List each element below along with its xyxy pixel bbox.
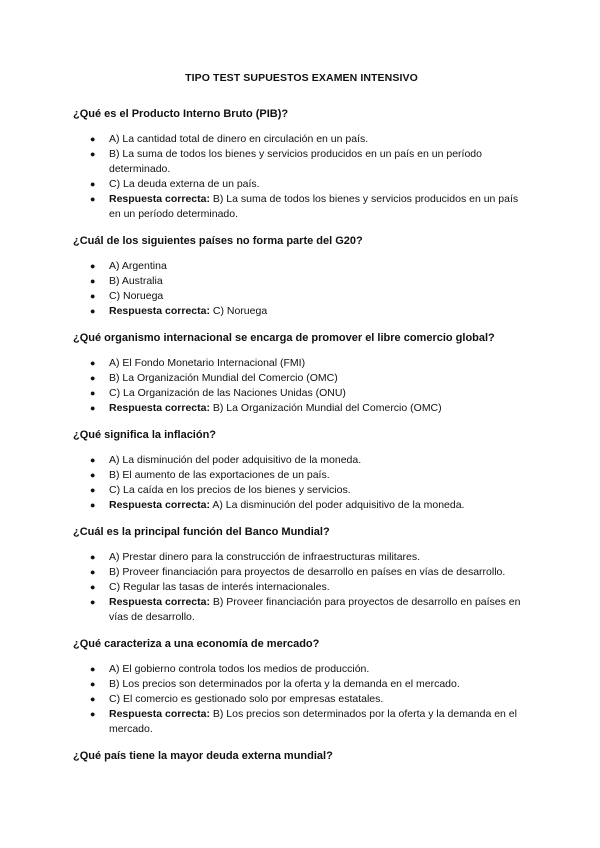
option-a bbox=[73, 662, 530, 677]
option-text: A) La disminución del poder adquisitivo de la moneda. bbox=[109, 454, 362, 466]
option-text: B) Los precios son determinados por la oferta y la demanda en el mercado. bbox=[109, 678, 460, 690]
bullet-icon: ● bbox=[90, 694, 96, 704]
option-a bbox=[73, 453, 530, 468]
option-a bbox=[73, 259, 530, 274]
option-text: C) Noruega bbox=[109, 290, 164, 302]
option-text: C) La Organización de las Naciones Unidas (ONU) bbox=[109, 387, 346, 399]
bullet-icon: ● bbox=[90, 552, 96, 562]
option-text: C) Regular las tasas de interés internacionales. bbox=[109, 581, 330, 593]
bullet-icon: ● bbox=[90, 261, 96, 271]
option-b bbox=[73, 274, 530, 289]
option-text: A) El gobierno controla todos los medios de producción. bbox=[109, 663, 370, 675]
correct-answer bbox=[73, 595, 530, 625]
option-b bbox=[73, 468, 530, 483]
bullet-icon: ● bbox=[90, 709, 96, 719]
document-title: TIPO TEST SUPUESTOS EXAMEN INTENSIVO bbox=[185, 72, 418, 84]
bullet-icon: ● bbox=[90, 403, 96, 413]
option-b bbox=[73, 371, 530, 386]
answer-list-2 bbox=[73, 259, 530, 319]
option-b bbox=[73, 565, 530, 580]
option-text: B) El aumento de las exportaciones de un país. bbox=[109, 469, 330, 481]
answer-list-4 bbox=[73, 453, 530, 513]
option-a bbox=[73, 356, 530, 371]
correct-answer bbox=[73, 192, 530, 222]
option-b bbox=[73, 677, 530, 692]
option-c bbox=[73, 483, 530, 498]
bullet-icon: ● bbox=[90, 194, 96, 204]
answer-list-6 bbox=[73, 662, 530, 737]
bullet-icon: ● bbox=[90, 470, 96, 480]
correct-answer bbox=[73, 498, 530, 513]
option-text: A) El Fondo Monetario Internacional (FMI) bbox=[109, 357, 306, 369]
option-a bbox=[73, 132, 530, 147]
question-6: ¿Qué caracteriza a una economía de mercado? bbox=[73, 638, 320, 650]
option-c bbox=[73, 289, 530, 304]
bullet-icon: ● bbox=[90, 134, 96, 144]
correct-answer bbox=[73, 304, 530, 319]
bullet-icon: ● bbox=[90, 179, 96, 189]
bullet-icon: ● bbox=[90, 388, 96, 398]
option-c bbox=[73, 177, 530, 192]
option-text: C) La caída en los precios de los bienes y servicios. bbox=[109, 484, 351, 496]
bullet-icon: ● bbox=[90, 597, 96, 607]
option-text: B) La suma de todos los bienes y servicios producidos en un país en un período determinado. bbox=[109, 148, 482, 175]
correct-answer-label: Respuesta correcta: bbox=[109, 708, 210, 720]
correct-answer-label: Respuesta correcta: bbox=[109, 499, 210, 511]
bullet-icon: ● bbox=[90, 358, 96, 368]
bullet-icon: ● bbox=[90, 582, 96, 592]
question-5: ¿Cuál es la principal función del Banco Mundial? bbox=[73, 526, 330, 538]
option-text: B) Proveer financiación para proyectos de desarrollo en países en vías de desarrollo. bbox=[109, 566, 506, 578]
correct-answer-label: Respuesta correcta: bbox=[109, 402, 210, 414]
correct-answer-label: Respuesta correcta: bbox=[109, 305, 210, 317]
option-text: C) La deuda externa de un país. bbox=[109, 178, 260, 190]
question-4: ¿Qué significa la inflación? bbox=[73, 429, 217, 441]
question-2: ¿Cuál de los siguientes países no forma parte del G20? bbox=[73, 235, 363, 247]
bullet-icon: ● bbox=[90, 149, 96, 159]
question-3: ¿Qué organismo internacional se encarga de promover el libre comercio global? bbox=[73, 332, 495, 344]
option-text: B) La Organización Mundial del Comercio (OMC) bbox=[109, 372, 338, 384]
bullet-icon: ● bbox=[90, 664, 96, 674]
option-a bbox=[73, 550, 530, 565]
bullet-icon: ● bbox=[90, 567, 96, 577]
answer-list-1 bbox=[73, 132, 530, 222]
option-text: A) Argentina bbox=[109, 260, 167, 272]
question-7: ¿Qué país tiene la mayor deuda externa mundial? bbox=[73, 750, 333, 762]
correct-answer-text: B) Los precios son determinados por la oferta y la demanda en el mercado. bbox=[109, 708, 517, 735]
bullet-icon: ● bbox=[90, 291, 96, 301]
correct-answer-text: A) La disminución del poder adquisitivo de la moneda. bbox=[212, 499, 465, 511]
bullet-icon: ● bbox=[90, 306, 96, 316]
option-c bbox=[73, 580, 530, 595]
correct-answer bbox=[73, 707, 530, 737]
correct-answer-label: Respuesta correcta: bbox=[109, 193, 210, 205]
option-text: C) El comercio es gestionado solo por empresas estatales. bbox=[109, 693, 384, 705]
bullet-icon: ● bbox=[90, 455, 96, 465]
bullet-icon: ● bbox=[90, 373, 96, 383]
option-b bbox=[73, 147, 530, 177]
option-text: A) La cantidad total de dinero en circulación en un país. bbox=[109, 133, 369, 145]
correct-answer-text: B) La Organización Mundial del Comercio (OMC) bbox=[212, 402, 442, 414]
bullet-icon: ● bbox=[90, 276, 96, 286]
question-1: ¿Qué es el Producto Interno Bruto (PIB)? bbox=[73, 108, 289, 120]
correct-answer-text: B) La suma de todos los bienes y servicios producidos en un país en un período determinado. bbox=[109, 193, 519, 220]
answer-list-3 bbox=[73, 356, 530, 416]
option-c bbox=[73, 692, 530, 707]
bullet-icon: ● bbox=[90, 485, 96, 495]
correct-answer bbox=[73, 401, 530, 416]
bullet-icon: ● bbox=[90, 500, 96, 510]
bullet-icon: ● bbox=[90, 679, 96, 689]
option-c bbox=[73, 386, 530, 401]
correct-answer-label: Respuesta correcta: bbox=[109, 596, 210, 608]
answer-list-5 bbox=[73, 550, 530, 625]
correct-answer-text: C) Noruega bbox=[212, 305, 268, 317]
option-text: B) Australia bbox=[109, 275, 163, 287]
option-text: A) Prestar dinero para la construcción de infraestructuras militares. bbox=[109, 551, 421, 563]
correct-answer-text: B) Proveer financiación para proyectos de desarrollo en países en vías de desarrollo. bbox=[109, 596, 521, 623]
